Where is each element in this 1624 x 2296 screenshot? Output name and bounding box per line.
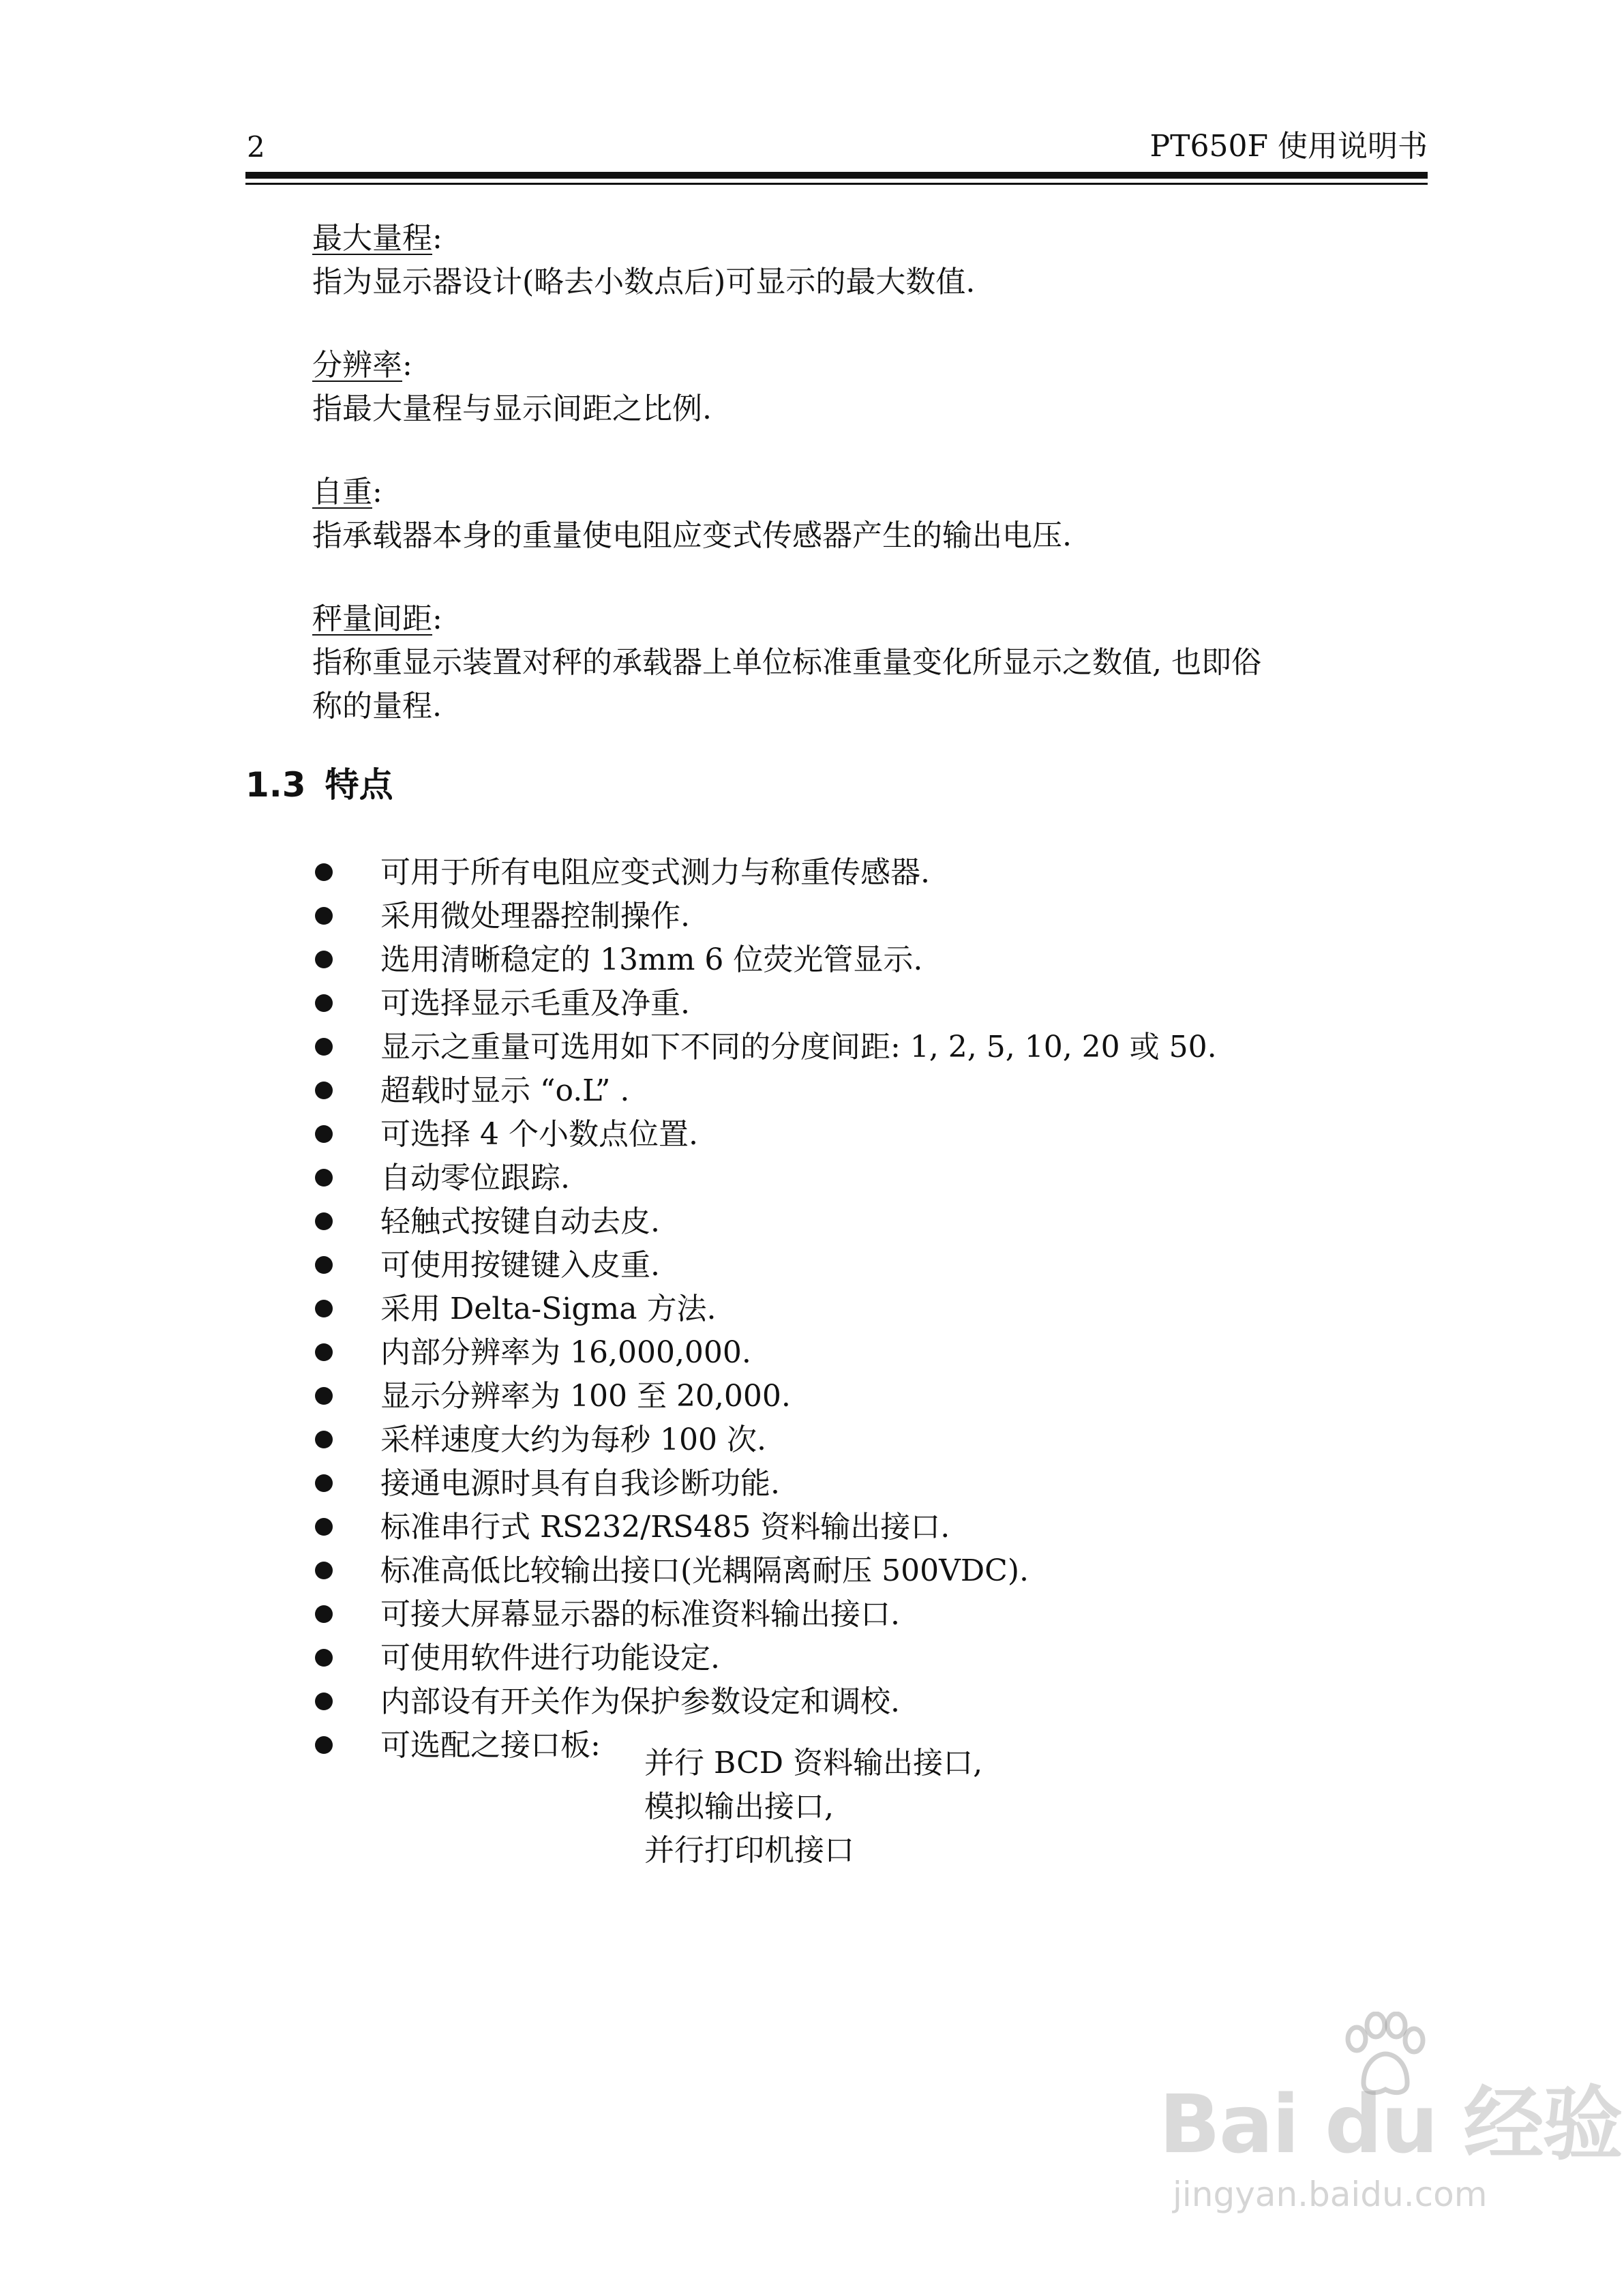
definition-text: 指最大量程与显示间距之比例. [312, 391, 712, 426]
definition-text-line-2: 称的量程. [312, 689, 442, 724]
list-item [312, 982, 1430, 1026]
list-item [312, 1287, 1430, 1331]
list-item-text: 可接大屏幕显示器的标准资料输出接口. [380, 1597, 900, 1632]
list-item [312, 1157, 1430, 1200]
definitions-section [312, 217, 1417, 768]
definition-term: 最大量程 [312, 221, 432, 256]
list-item [312, 1462, 1430, 1506]
list-item-text: 采用微处理器控制操作. [380, 899, 690, 934]
definition-scale-interval [312, 597, 1417, 728]
bullet-icon [315, 1387, 333, 1405]
definition-max-range [312, 217, 1417, 304]
optional-boards-list [644, 1742, 982, 1873]
list-item-text: 内部设有开关作为保护参数设定和调校. [380, 1684, 900, 1719]
definition-dead-weight [312, 471, 1417, 558]
list-item-text: 可使用软件进行功能设定. [380, 1641, 720, 1675]
list-item-text: 可选择 4 个小数点位置. [380, 1117, 698, 1152]
definition-colon: : [432, 601, 442, 636]
definition-term: 分辨率 [312, 348, 402, 383]
bullet-icon [315, 1082, 333, 1099]
list-item-text: 可选配之接口板: [380, 1728, 601, 1763]
bullet-icon [315, 1431, 333, 1448]
list-item-text: 接通电源时具有自我诊断功能. [380, 1466, 780, 1501]
list-item [312, 1331, 1430, 1375]
watermark-brand: Bai du 经验 [1159, 2077, 1622, 2171]
watermark-url: jingyan.baidu.com [1173, 2175, 1488, 2214]
list-item-text: 可用于所有电阻应变式测力与称重传感器. [380, 855, 930, 890]
list-item-text: 显示分辨率为 100 至 20,000. [380, 1379, 791, 1414]
bullet-icon [315, 1038, 333, 1056]
section-title: 特点 [325, 765, 393, 805]
section-heading [245, 761, 393, 809]
bullet-icon [315, 994, 333, 1012]
optional-board-item: 并行打印机接口 [644, 1833, 854, 1868]
bullet-icon [315, 1300, 333, 1317]
list-item [312, 1506, 1430, 1549]
definition-resolution [312, 344, 1417, 431]
list-item-text: 显示之重量可选用如下不同的分度间距: 1, 2, 5, 10, 20 或 50. [380, 1030, 1217, 1064]
bullet-icon [315, 1256, 333, 1274]
bullet-icon [315, 1125, 333, 1143]
list-item [312, 1069, 1430, 1113]
definition-text-line-1: 指称重显示装置对秤的承载器上单位标准重量变化所显示之数值, 也即俗 [312, 645, 1261, 680]
list-item [312, 1549, 1430, 1593]
bullet-icon [315, 1649, 333, 1667]
bullet-icon [315, 1693, 333, 1710]
bullet-icon [315, 1605, 333, 1623]
features-list [312, 851, 1430, 1768]
bullet-icon [315, 1212, 333, 1230]
list-item-text: 轻触式按键自动去皮. [380, 1204, 660, 1239]
list-item-text: 自动零位跟踪. [380, 1161, 570, 1195]
header-divider-thin [245, 183, 1428, 185]
list-item-text: 内部分辨率为 16,000,000. [380, 1335, 751, 1370]
watermark [1159, 2012, 1622, 2216]
list-item-text: 采样速度大约为每秒 100 次. [380, 1422, 766, 1457]
list-item-text: 选用清晰稳定的 13mm 6 位荧光管显示. [380, 942, 923, 977]
list-item [312, 1680, 1430, 1724]
bullet-icon [315, 951, 333, 968]
list-item [312, 1200, 1430, 1244]
section-number: 1.3 [245, 765, 306, 805]
list-item-text: 可选择显示毛重及净重. [380, 986, 690, 1021]
bullet-icon [315, 1518, 333, 1536]
definition-term: 自重 [312, 475, 372, 509]
list-item [312, 851, 1430, 895]
list-item-text: 标准串行式 RS232/RS485 资料输出接口. [380, 1510, 950, 1545]
list-item [312, 895, 1430, 938]
bullet-icon [315, 863, 333, 881]
bullet-icon [315, 1562, 333, 1579]
list-item-text: 可使用按键键入皮重. [380, 1248, 660, 1283]
definition-text: 指承载器本身的重量使电阻应变式传感器产生的输出电压. [312, 518, 1072, 553]
list-item [312, 1375, 1430, 1418]
document-title: PT650F 使用说明书 [1149, 129, 1428, 164]
definition-colon: : [372, 475, 382, 509]
list-item [312, 1244, 1430, 1287]
list-item [312, 1113, 1430, 1157]
header-divider-thick [245, 172, 1428, 179]
list-item [312, 1026, 1430, 1069]
list-item-text: 超载时显示 “o.L” . [380, 1073, 630, 1108]
bullet-icon [315, 907, 333, 925]
page-number: 2 [247, 130, 265, 164]
list-item [312, 1418, 1430, 1462]
optional-board-item: 模拟输出接口, [644, 1789, 834, 1824]
list-item [312, 1637, 1430, 1680]
bullet-icon [315, 1474, 333, 1492]
list-item [312, 938, 1430, 982]
definition-text: 指为显示器设计(略去小数点后)可显示的最大数值. [312, 265, 976, 299]
bullet-icon [315, 1343, 333, 1361]
list-item-text: 标准高低比较输出接口(光耦隔离耐压 500VDC). [380, 1553, 1029, 1588]
optional-board-item: 并行 BCD 资料输出接口, [644, 1746, 983, 1780]
definition-term: 秤量间距 [312, 601, 432, 636]
bullet-icon [315, 1169, 333, 1187]
bullet-icon [315, 1736, 333, 1754]
list-item-text: 采用 Delta-Sigma 方法. [380, 1292, 717, 1326]
definition-colon: : [402, 348, 412, 383]
definition-colon: : [432, 221, 442, 256]
list-item [312, 1593, 1430, 1637]
